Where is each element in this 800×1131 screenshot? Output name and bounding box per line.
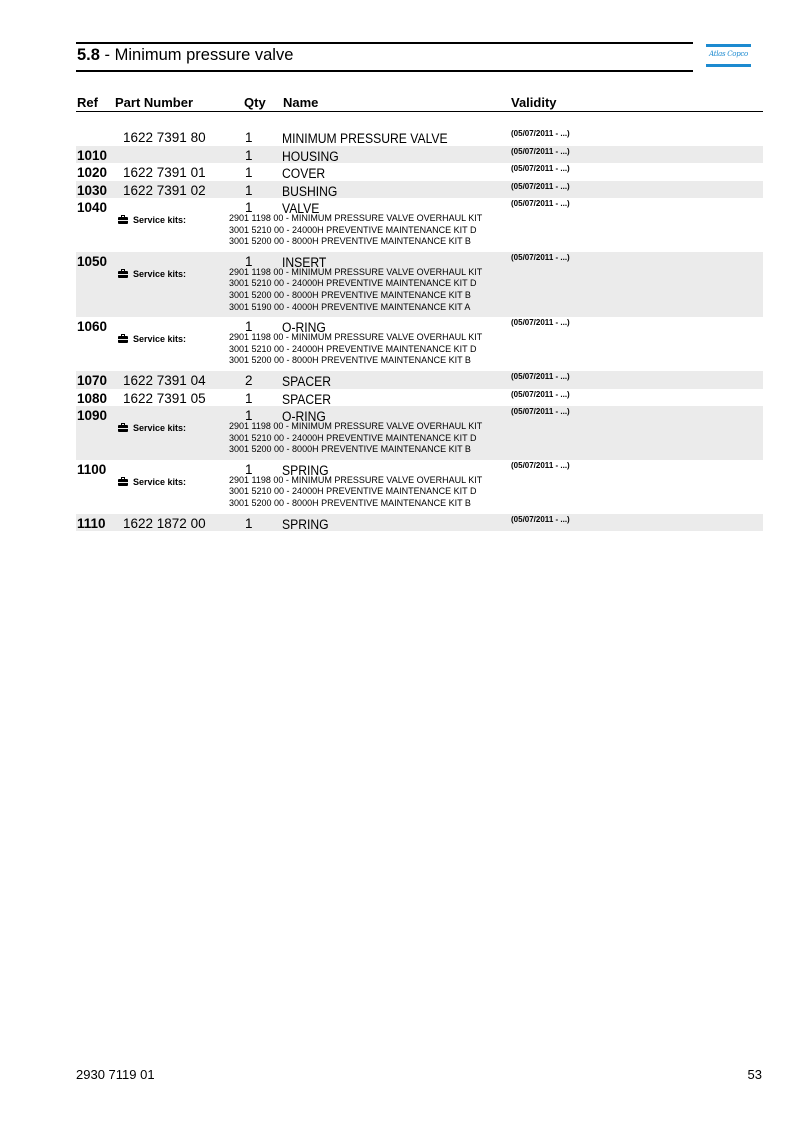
ref-cell: 1100	[77, 461, 107, 477]
name-cell: HOUSING	[282, 148, 339, 164]
validity-cell: (05/07/2011 - ...)	[511, 460, 570, 470]
ref-cell: 1050	[77, 253, 108, 269]
service-kit-item: 2901 1198 00 - MINIMUM PRESSURE VALVE OVERHAUL KIT	[229, 213, 483, 223]
name-cell: O-RING	[282, 320, 326, 336]
qty-cell: 1	[245, 515, 253, 531]
service-kit-item: 3001 5200 00 - 8000H PREVENTIVE MAINTENANCE KIT B	[229, 355, 471, 366]
page-number: 53	[747, 1067, 762, 1082]
column-header-validity: Validity	[511, 95, 557, 110]
qty-cell: 1	[245, 130, 253, 145]
table-row	[76, 406, 763, 460]
column-header-qty: Qty	[244, 95, 266, 110]
qty-cell: 1	[245, 390, 253, 406]
qty-cell: 1	[245, 147, 253, 163]
service-kits-label	[118, 423, 186, 433]
ref-cell: 1020	[77, 165, 108, 180]
service-kit-item: 3001 5210 00 - 24000H PREVENTIVE MAINTENANCE KIT D	[229, 343, 477, 354]
table-row	[76, 460, 763, 514]
service-kits-text: Service kits:	[133, 215, 187, 225]
part-number-cell: 1622 7391 02	[123, 182, 206, 198]
validity-cell: (05/07/2011 - ...)	[511, 389, 570, 399]
title-rule	[76, 70, 693, 72]
toolbox-icon	[118, 271, 128, 278]
name-cell: VALVE	[282, 201, 320, 216]
validity-cell: (05/07/2011 - ...)	[511, 407, 570, 416]
name-cell: SPACER	[282, 391, 332, 407]
table-row	[76, 198, 763, 252]
service-kit-item: 3001 5210 00 - 24000H PREVENTIVE MAINTENANCE KIT D	[229, 278, 477, 289]
ref-cell: 1030	[77, 182, 108, 198]
service-kit-item: 2901 1198 00 - MINIMUM PRESSURE VALVE OVERHAUL KIT	[229, 421, 483, 431]
document-number: 2930 7119 01	[76, 1067, 155, 1082]
part-number-cell: 1622 1872 00	[123, 515, 206, 531]
service-kits-text: Service kits:	[133, 423, 187, 433]
validity-cell: (05/07/2011 - ...)	[511, 164, 570, 173]
validity-cell: (05/07/2011 - ...)	[511, 514, 570, 524]
qty-cell: 1	[245, 319, 253, 335]
validity-cell: (05/07/2011 - ...)	[511, 199, 570, 208]
qty-cell: 1	[245, 253, 253, 269]
table-row	[76, 317, 763, 371]
logo-wordmark: Atlas Copco	[709, 50, 748, 58]
table-row	[76, 514, 763, 532]
service-kit-item: 3001 5200 00 - 8000H PREVENTIVE MAINTENANCE KIT B	[229, 289, 471, 300]
service-kit-item: 3001 5200 00 - 8000H PREVENTIVE MAINTENANCE KIT B	[229, 236, 471, 247]
name-cell: SPACER	[282, 374, 332, 389]
service-kit-item: 2901 1198 00 - MINIMUM PRESSURE VALVE OVERHAUL KIT	[229, 474, 483, 485]
part-number-cell: 1622 7391 01	[123, 165, 206, 180]
validity-cell: (05/07/2011 - ...)	[511, 129, 570, 138]
part-number-cell: 1622 7391 80	[123, 130, 206, 145]
ref-cell: 1060	[77, 319, 108, 335]
header-rule	[76, 111, 763, 112]
part-number-cell: 1622 7391 05	[123, 390, 206, 406]
name-cell: INSERT	[282, 254, 327, 270]
service-kits-label	[118, 215, 186, 225]
validity-cell: (05/07/2011 - ...)	[511, 252, 570, 262]
name-cell: COVER	[282, 166, 326, 181]
name-cell: BUSHING	[282, 183, 338, 199]
table-row	[76, 252, 763, 317]
section-number: 5.8	[77, 46, 100, 64]
column-header-ref: Ref	[77, 95, 98, 110]
qty-cell: 1	[245, 408, 253, 423]
table-row	[76, 128, 763, 146]
name-cell: MINIMUM PRESSURE VALVE	[282, 131, 448, 146]
toolbox-icon	[118, 336, 128, 343]
service-kit-item: 3001 5200 00 - 8000H PREVENTIVE MAINTENANCE KIT B	[229, 497, 471, 508]
service-kit-item: 3001 5200 00 - 8000H PREVENTIVE MAINTENANCE KIT B	[229, 444, 471, 455]
table-row	[76, 389, 763, 407]
ref-cell: 1010	[77, 147, 108, 163]
toolbox-icon	[118, 425, 128, 432]
name-cell: SPRING	[282, 516, 329, 532]
service-kit-item: 2901 1198 00 - MINIMUM PRESSURE VALVE OVERHAUL KIT	[229, 266, 483, 277]
validity-cell: (05/07/2011 - ...)	[511, 318, 570, 328]
service-kit-item: 3001 5210 00 - 24000H PREVENTIVE MAINTENANCE KIT D	[229, 432, 477, 443]
column-header-name: Name	[283, 95, 319, 110]
service-kit-item: 3001 5210 00 - 24000H PREVENTIVE MAINTENANCE KIT D	[229, 486, 477, 497]
top-rule	[76, 42, 693, 44]
service-kit-item: 2901 1198 00 - MINIMUM PRESSURE VALVE OVERHAUL KIT	[229, 332, 483, 343]
table-row	[76, 163, 763, 181]
qty-cell: 2	[245, 373, 253, 388]
section-title: - Minimum pressure valve	[99, 46, 294, 64]
qty-cell: 1	[245, 182, 253, 198]
toolbox-icon	[118, 217, 128, 224]
validity-cell: (05/07/2011 - ...)	[511, 146, 570, 156]
toolbox-icon	[118, 479, 128, 486]
service-kits-label	[118, 334, 186, 344]
qty-cell: 1	[245, 200, 253, 215]
service-kits-text: Service kits:	[133, 476, 187, 487]
table-row	[76, 371, 763, 389]
table-row	[76, 146, 763, 164]
name-cell: O-RING	[282, 409, 326, 424]
validity-cell: (05/07/2011 - ...)	[511, 372, 570, 381]
table-row	[76, 181, 763, 199]
column-header-part-number: Part Number	[115, 95, 194, 110]
ref-cell: 1040	[77, 200, 108, 215]
name-cell: SPRING	[282, 462, 329, 478]
service-kits-text: Service kits:	[133, 334, 187, 345]
qty-cell: 1	[245, 461, 253, 477]
service-kits-text: Service kits:	[133, 268, 187, 279]
atlas-copco-logo	[706, 44, 751, 67]
service-kits-label	[118, 269, 186, 279]
service-kit-item: 3001 5210 00 - 24000H PREVENTIVE MAINTENANCE KIT D	[229, 224, 477, 235]
service-kit-item: 3001 5190 00 - 4000H PREVENTIVE MAINTENANCE KIT A	[229, 301, 471, 312]
qty-cell: 1	[245, 165, 253, 180]
validity-cell: (05/07/2011 - ...)	[511, 181, 570, 191]
ref-cell: 1080	[77, 390, 108, 406]
ref-cell: 1070	[77, 373, 108, 388]
ref-cell: 1110	[77, 515, 106, 531]
page-title	[77, 46, 293, 65]
service-kits-label	[118, 477, 186, 487]
part-number-cell: 1622 7391 04	[123, 373, 206, 388]
ref-cell: 1090	[77, 408, 108, 423]
